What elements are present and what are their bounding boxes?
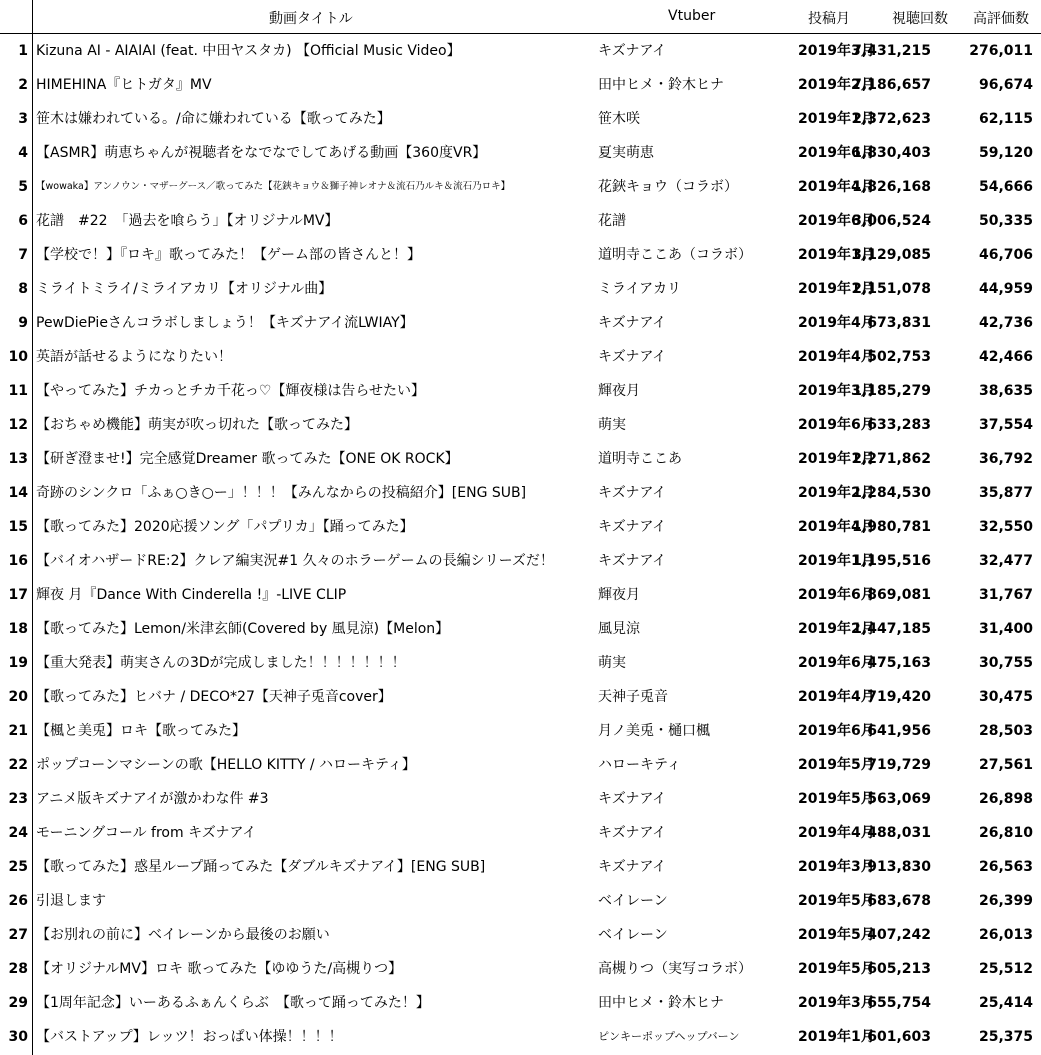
likes-cell: 25,512: [978, 961, 1033, 977]
views-cell: 3,129,085: [852, 247, 931, 263]
title-cell: HIMEHINA『ヒトガタ』MV: [36, 77, 212, 93]
views-cell: 7,186,657: [852, 77, 931, 93]
month-cell: 2019年6月: [798, 417, 875, 433]
rank-cell: 23: [8, 791, 28, 807]
table-row: [0, 884, 1041, 918]
vtuber-cell: 笹木咲: [598, 111, 640, 127]
header-views: 視聴回数: [892, 11, 948, 27]
likes-cell: 31,767: [978, 587, 1033, 603]
views-cell: 601,603: [867, 1029, 931, 1045]
views-cell: 641,956: [867, 723, 931, 739]
title-cell: PewDiePieさんコラボしましょう！【キズナアイ流LWIAY】: [36, 315, 414, 331]
rank-cell: 25: [8, 859, 28, 875]
views-cell: 502,753: [867, 349, 931, 365]
header-month: 投稿月: [808, 11, 850, 27]
vtuber-cell: キズナアイ: [598, 43, 667, 59]
views-cell: 2,151,078: [852, 281, 931, 297]
table-row: [0, 714, 1041, 748]
table-body: [0, 34, 1041, 1054]
vtuber-cell: 田中ヒメ・鈴木ヒナ: [598, 77, 724, 93]
title-cell: ポップコーンマシーンの歌【HELLO KITTY / ハローキティ】: [36, 757, 416, 773]
month-cell: 2019年1月: [798, 111, 875, 127]
vtuber-cell: 道明寺ここあ: [598, 451, 682, 467]
likes-cell: 25,375: [978, 1029, 1033, 1045]
table-row: [0, 952, 1041, 986]
rank-cell: 6: [18, 213, 28, 229]
vtuber-cell: 萌実: [598, 655, 626, 671]
month-cell: 2019年6月: [798, 213, 875, 229]
table-row: [0, 204, 1041, 238]
title-cell: 【重大発表】萌実さんの3Dが完成しました！！！！！！！: [36, 655, 406, 671]
month-cell: 2019年3月: [798, 859, 875, 875]
views-cell: 488,031: [867, 825, 931, 841]
rank-cell: 1: [18, 43, 28, 59]
views-cell: 3,006,524: [852, 213, 931, 229]
likes-cell: 59,120: [978, 145, 1033, 161]
views-cell: 869,081: [867, 587, 931, 603]
table-row: [0, 442, 1041, 476]
vtuber-cell: ハローキティ: [598, 757, 681, 773]
rank-cell: 13: [8, 451, 28, 467]
vtuber-cell: 高槻りつ（実写コラボ）: [598, 961, 752, 977]
table-row: [0, 850, 1041, 884]
month-cell: 2019年5月: [798, 791, 875, 807]
title-cell: 【1周年記念】いーあるふぁんくらぶ 【歌って踊ってみた！】: [36, 995, 430, 1011]
table-row: [0, 102, 1041, 136]
likes-cell: 32,550: [978, 519, 1033, 535]
title-cell: ミライトミライ/ミライアカリ【オリジナル曲】: [36, 281, 333, 297]
rank-cell: 16: [8, 553, 28, 569]
rank-cell: 5: [18, 179, 28, 195]
vtuber-cell: キズナアイ: [598, 825, 667, 841]
title-cell: 【学校で！】『ロキ』歌ってみた！【ゲーム部の皆さんと！】: [36, 247, 421, 263]
rank-cell: 11: [8, 383, 28, 399]
views-cell: 475,163: [867, 655, 931, 671]
month-cell: 2019年1月: [798, 281, 875, 297]
table-row: [0, 476, 1041, 510]
title-cell: 【歌ってみた】Lemon/米津玄師(Covered by 風見涼)【Melon】: [36, 621, 450, 637]
table-row: [0, 612, 1041, 646]
views-cell: 1,980,781: [852, 519, 931, 535]
table-row: [0, 306, 1041, 340]
rank-cell: 15: [8, 519, 28, 535]
likes-cell: 35,877: [978, 485, 1033, 501]
month-cell: 2019年5月: [798, 757, 875, 773]
header-likes: 高評価数: [973, 11, 1029, 27]
title-cell: アニメ版キズナアイが激かわな件 #3: [36, 791, 269, 807]
vtuber-cell: ベイレーン: [598, 927, 668, 943]
vtuber-cell: キズナアイ: [598, 859, 667, 875]
title-cell: 【オリジナルMV】ロキ 歌ってみた【ゆゆうた/高槻りつ】: [36, 961, 403, 977]
vtuber-cell: 花鋏キョウ（コラボ）: [598, 179, 738, 195]
rank-cell: 30: [8, 1029, 28, 1045]
month-cell: 2019年5月: [798, 927, 875, 943]
header-title: 動画タイトル: [269, 11, 353, 27]
month-cell: 2019年6月: [798, 723, 875, 739]
month-cell: 2019年5月: [798, 893, 875, 909]
likes-cell: 32,477: [978, 553, 1033, 569]
title-cell: 【おちゃめ機能】萌実が吹っ切れた【歌ってみた】: [36, 417, 358, 433]
title-cell: 【ASMR】萌恵ちゃんが視聴者をなでなでしてあげる動画【360度VR】: [36, 145, 487, 161]
rank-cell: 9: [18, 315, 28, 331]
likes-cell: 28,503: [978, 723, 1033, 739]
rank-cell: 22: [8, 757, 28, 773]
month-cell: 2019年6月: [798, 145, 875, 161]
rank-cell: 12: [8, 417, 28, 433]
month-cell: 2019年6月: [798, 655, 875, 671]
views-cell: 1,447,185: [852, 621, 931, 637]
rank-cell: 2: [18, 77, 28, 93]
table-row: [0, 680, 1041, 714]
title-cell: 【歌ってみた】ヒバナ / DECO*27【天神子兎音cover】: [36, 689, 392, 705]
vtuber-cell: ベイレーン: [598, 893, 668, 909]
table-row: [0, 340, 1041, 374]
table-row: [0, 136, 1041, 170]
month-cell: 2019年3月: [798, 995, 875, 1011]
rank-cell: 4: [18, 145, 28, 161]
vtuber-cell: 田中ヒメ・鈴木ヒナ: [598, 995, 724, 1011]
vtuber-cell: 天神子兎音: [598, 689, 668, 705]
views-cell: 655,754: [867, 995, 931, 1011]
rank-cell: 3: [18, 111, 28, 127]
vtuber-cell: キズナアイ: [598, 349, 667, 365]
title-cell: 【バストアップ】レッツ！おっぱい体操！！！！: [36, 1029, 343, 1045]
table-row: [0, 272, 1041, 306]
month-cell: 2019年6月: [798, 587, 875, 603]
month-cell: 2019年2月: [798, 485, 875, 501]
vtuber-cell: ミライアカリ: [598, 281, 682, 297]
likes-cell: 38,635: [978, 383, 1033, 399]
title-cell: 【楓と美兎】ロキ【歌ってみた】: [36, 723, 246, 739]
title-cell: 【研ぎ澄ませ!】完全感覚Dreamer 歌ってみた【ONE OK ROCK】: [36, 451, 459, 467]
vtuber-cell: 夏実萌恵: [598, 145, 654, 161]
likes-cell: 44,959: [978, 281, 1033, 297]
month-cell: 2019年3月: [798, 383, 875, 399]
views-cell: 1,195,516: [852, 553, 931, 569]
likes-cell: 26,810: [978, 825, 1033, 841]
rank-cell: 19: [8, 655, 28, 671]
vtuber-cell: 輝夜月: [598, 587, 640, 603]
views-cell: 913,830: [867, 859, 931, 875]
rank-cell: 14: [8, 485, 28, 501]
likes-cell: 46,706: [978, 247, 1033, 263]
vtuber-cell: 月ノ美兎・樋口楓: [598, 723, 710, 739]
rank-cell: 26: [8, 893, 28, 909]
rank-cell: 20: [8, 689, 28, 705]
table-row: [0, 986, 1041, 1020]
table-row: [0, 34, 1041, 68]
rank-cell: 28: [8, 961, 28, 977]
title-cell: 【バイオハザードRE:2】クレア編実況#1 久々のホラーゲームの長編シリーズだ！: [36, 553, 554, 569]
month-cell: 2019年1月: [798, 553, 875, 569]
table-row: [0, 646, 1041, 680]
table-row: [0, 816, 1041, 850]
views-cell: 1,830,403: [852, 145, 931, 161]
likes-cell: 31,400: [978, 621, 1033, 637]
views-cell: 563,069: [867, 791, 931, 807]
likes-cell: 30,475: [978, 689, 1033, 705]
month-cell: 2019年4月: [798, 825, 875, 841]
rank-cell: 21: [8, 723, 28, 739]
title-cell: 【お別れの前に】ベイレーンから最後のお願い: [36, 927, 330, 943]
title-cell: 花譜 #22 「過去を喰らう」【オリジナルMV】: [36, 213, 339, 229]
likes-cell: 42,466: [978, 349, 1033, 365]
table-row: [0, 68, 1041, 102]
month-cell: 2019年1月: [798, 451, 875, 467]
views-cell: 719,420: [867, 689, 931, 705]
likes-cell: 42,736: [978, 315, 1033, 331]
title-cell: 英語が話せるようになりたい！: [36, 349, 232, 365]
vtuber-cell: 風見涼: [598, 621, 640, 637]
views-cell: 673,831: [867, 315, 931, 331]
vtuber-cell: キズナアイ: [598, 519, 667, 535]
rank-cell: 10: [8, 349, 28, 365]
table-header: [0, 0, 1041, 33]
table-row: [0, 782, 1041, 816]
likes-cell: 26,013: [978, 927, 1033, 943]
views-cell: 719,729: [867, 757, 931, 773]
title-cell: 奇跡のシンクロ「ふぁ○き○ー」！！！【みんなからの投稿紹介】[ENG SUB]: [36, 485, 527, 501]
rank-cell: 8: [18, 281, 28, 297]
title-cell: 輝夜 月『Dance With Cinderella !』-LIVE CLIP: [36, 587, 347, 603]
month-cell: 2019年3月: [798, 43, 875, 59]
views-cell: 605,213: [867, 961, 931, 977]
month-cell: 2019年4月: [798, 519, 875, 535]
table-row: [0, 374, 1041, 408]
vtuber-cell: キズナアイ: [598, 485, 667, 501]
views-cell: 407,242: [867, 927, 931, 943]
views-cell: 1,284,530: [852, 485, 931, 501]
vtuber-cell: ピンキーポップヘップバーン: [598, 1030, 740, 1043]
table-row: [0, 544, 1041, 578]
views-cell: 633,283: [867, 417, 931, 433]
table-row: [0, 170, 1041, 204]
rank-cell: 17: [8, 587, 28, 603]
month-cell: 2019年2月: [798, 621, 875, 637]
rank-cell: 18: [8, 621, 28, 637]
likes-cell: 30,755: [978, 655, 1033, 671]
likes-cell: 36,792: [978, 451, 1033, 467]
vtuber-cell: キズナアイ: [598, 315, 667, 331]
views-cell: 2,271,862: [852, 451, 931, 467]
vtuber-cell: キズナアイ: [598, 791, 667, 807]
rank-cell: 29: [8, 995, 28, 1011]
likes-cell: 26,898: [978, 791, 1033, 807]
month-cell: 2019年1月: [798, 247, 875, 263]
month-cell: 2019年5月: [798, 961, 875, 977]
views-cell: 2,372,623: [852, 111, 931, 127]
likes-cell: 96,674: [978, 77, 1033, 93]
table-row: [0, 510, 1041, 544]
views-cell: 1,185,279: [852, 383, 931, 399]
title-cell: 【wowaka】アンノウン・マザーグース／歌ってみた【花鋏キョウ＆獅子神レオナ＆流石乃ルキ＆流石乃ロキ】: [36, 181, 511, 192]
month-cell: 2019年4月: [798, 315, 875, 331]
vtuber-cell: 道明寺ここあ（コラボ）: [598, 247, 752, 263]
month-cell: 2019年4月: [798, 179, 875, 195]
vtuber-cell: 輝夜月: [598, 383, 640, 399]
month-cell: 2019年2月: [798, 77, 875, 93]
table-row: [0, 408, 1041, 442]
views-cell: 7,431,215: [852, 43, 931, 59]
likes-cell: 27,561: [978, 757, 1033, 773]
title-cell: 【歌ってみた】2020応援ソング「パプリカ」【踊ってみた】: [36, 519, 414, 535]
table-row: [0, 918, 1041, 952]
likes-cell: 50,335: [978, 213, 1033, 229]
title-cell: 【やってみた】チカっとチカ千花っ♡【輝夜様は告らせたい】: [36, 383, 426, 399]
likes-cell: 26,399: [978, 893, 1033, 909]
likes-cell: 37,554: [978, 417, 1033, 433]
table-row: [0, 1020, 1041, 1054]
rank-cell: 24: [8, 825, 28, 841]
vtuber-cell: 花譜: [598, 213, 626, 229]
title-cell: 【歌ってみた】惑星ループ踊ってみた【ダブルキズナアイ】[ENG SUB]: [36, 859, 486, 875]
month-cell: 2019年4月: [798, 689, 875, 705]
views-cell: 1,826,168: [852, 179, 931, 195]
likes-cell: 276,011: [969, 43, 1033, 59]
header-vtuber: Vtuber: [668, 8, 716, 24]
likes-cell: 26,563: [978, 859, 1033, 875]
likes-cell: 54,666: [978, 179, 1033, 195]
vtuber-cell: キズナアイ: [598, 553, 667, 569]
rank-cell: 7: [18, 247, 28, 263]
vtuber-cell: 萌実: [598, 417, 626, 433]
likes-cell: 25,414: [978, 995, 1033, 1011]
table-row: [0, 238, 1041, 272]
views-cell: 683,678: [867, 893, 931, 909]
table-row: [0, 748, 1041, 782]
month-cell: 2019年1月: [798, 1029, 875, 1045]
title-cell: 引退します: [36, 893, 106, 909]
title-cell: Kizuna AI - AIAIAI (feat. 中田ヤスタカ) 【Official Music Video】: [36, 43, 461, 59]
month-cell: 2019年4月: [798, 349, 875, 365]
rank-cell: 27: [8, 927, 28, 943]
title-cell: 笹木は嫌われている。/命に嫌われている【歌ってみた】: [36, 111, 391, 127]
title-cell: モーニングコール from キズナアイ: [36, 825, 257, 841]
table-row: [0, 578, 1041, 612]
likes-cell: 62,115: [978, 111, 1033, 127]
